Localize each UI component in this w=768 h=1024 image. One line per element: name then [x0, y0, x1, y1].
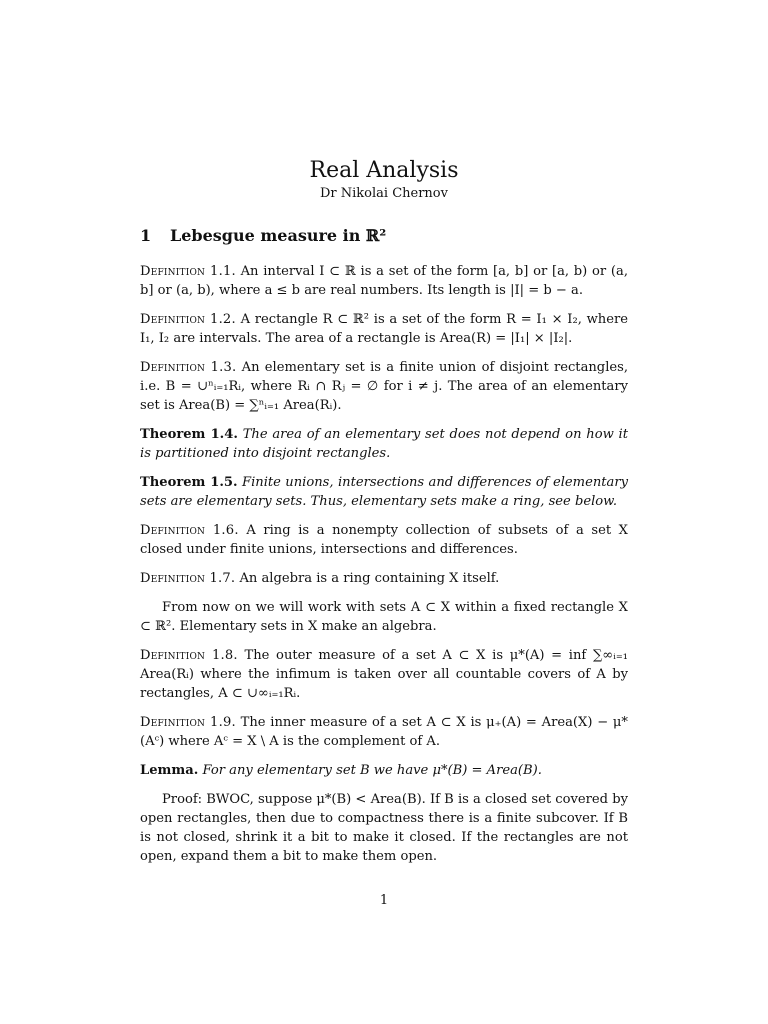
theorem-ring	[140, 473, 628, 511]
theorem-area	[140, 425, 628, 463]
proof-text: Proof: BWOC, suppose μ*(B) < Area(B). If B is a closed set covered by open rectangles, then due to compactness there is a finite subcover. If B is not closed, shrink it a bit to make it closed. If the rectangles are not open, expand them a bit to make them open.	[140, 792, 629, 864]
definition-text: A ring is a nonempty collection of subsets of a set X closed under finite unions, intersections and differences.	[140, 523, 628, 557]
definition-text: The inner measure of a set A ⊂ X is μ₊(A) = Area(X) − μ*(Aᶜ) where Aᶜ = X \ A is the complement of A.	[140, 715, 628, 749]
section-number: 1	[140, 226, 152, 245]
theorem-label: Theorem 1.4.	[140, 427, 238, 442]
definition-elementary-set	[140, 358, 628, 415]
document-author: Dr Nikolai Chernov	[320, 186, 448, 201]
definition-label: Definition 1.2.	[140, 312, 236, 327]
definition-interval	[140, 262, 628, 300]
definition-algebra	[140, 569, 628, 588]
definition-outer-measure	[140, 646, 628, 703]
theorem-text: Finite unions, intersections and differences of elementary sets are elementary sets. Thus, elementary sets make a ring, see below.	[140, 475, 628, 509]
definition-label: Definition 1.3.	[140, 360, 237, 375]
definition-text: An interval I ⊂ ℝ is a set of the form [a, b] or [a, b) or (a, b] or (a, b), where a ≤ b are real numbers. Its length is |I| = b − a.	[140, 264, 628, 298]
definition-label: Definition 1.7.	[140, 571, 236, 586]
proof-paragraph	[140, 790, 628, 866]
definition-text: An algebra is a ring containing X itself.	[239, 571, 500, 586]
definition-inner-measure	[140, 713, 628, 751]
document-body	[140, 262, 628, 876]
definition-label: Definition 1.1.	[140, 264, 236, 279]
definition-text: A rectangle R ⊂ ℝ² is a set of the form R = I₁ × I₂, where I₁, I₂ are intervals. The area of a rectangle is Area(R) = |I₁| × |I₂|.	[140, 312, 628, 346]
definition-text: An elementary set is a finite union of disjoint rectangles, i.e. B = ∪ⁿᵢ₌₁Rᵢ, where Rᵢ ∩ Rⱼ = ∅ for i ≠ j. The area of an elementary set is Area(B) = ∑ⁿᵢ₌₁ Area(Rᵢ).	[140, 360, 629, 413]
definition-label: Definition 1.6.	[140, 523, 239, 538]
definition-text: The outer measure of a set A ⊂ X is μ*(A) = inf ∑∞ᵢ₌₁ Area(Rᵢ) where the infimum is taken over all countable covers of A by rectangles, A ⊂ ∪∞ᵢ₌₁Rᵢ.	[140, 648, 628, 701]
theorem-text: The area of an elementary set does not depend on how it is partitioned into disjoint rectangles.	[140, 427, 629, 461]
page-number: 1	[379, 893, 389, 908]
definition-label: Definition 1.8.	[140, 648, 238, 663]
lemma-label: Lemma.	[140, 763, 199, 778]
body-paragraph	[140, 598, 628, 636]
document-title: Real Analysis	[309, 158, 459, 183]
lemma	[140, 761, 628, 780]
section-heading	[140, 226, 386, 245]
definition-rectangle	[140, 310, 628, 348]
definition-label: Definition 1.9.	[140, 715, 236, 730]
definition-ring	[140, 521, 628, 559]
lemma-text: For any elementary set B we have μ*(B) = Area(B).	[202, 763, 542, 778]
section-title: Lebesgue measure in ℝ²	[170, 226, 387, 245]
paragraph-text: From now on we will work with sets A ⊂ X within a fixed rectangle X ⊂ ℝ². Elementary sets in X make an algebra.	[140, 600, 628, 634]
theorem-label: Theorem 1.5.	[140, 475, 238, 490]
